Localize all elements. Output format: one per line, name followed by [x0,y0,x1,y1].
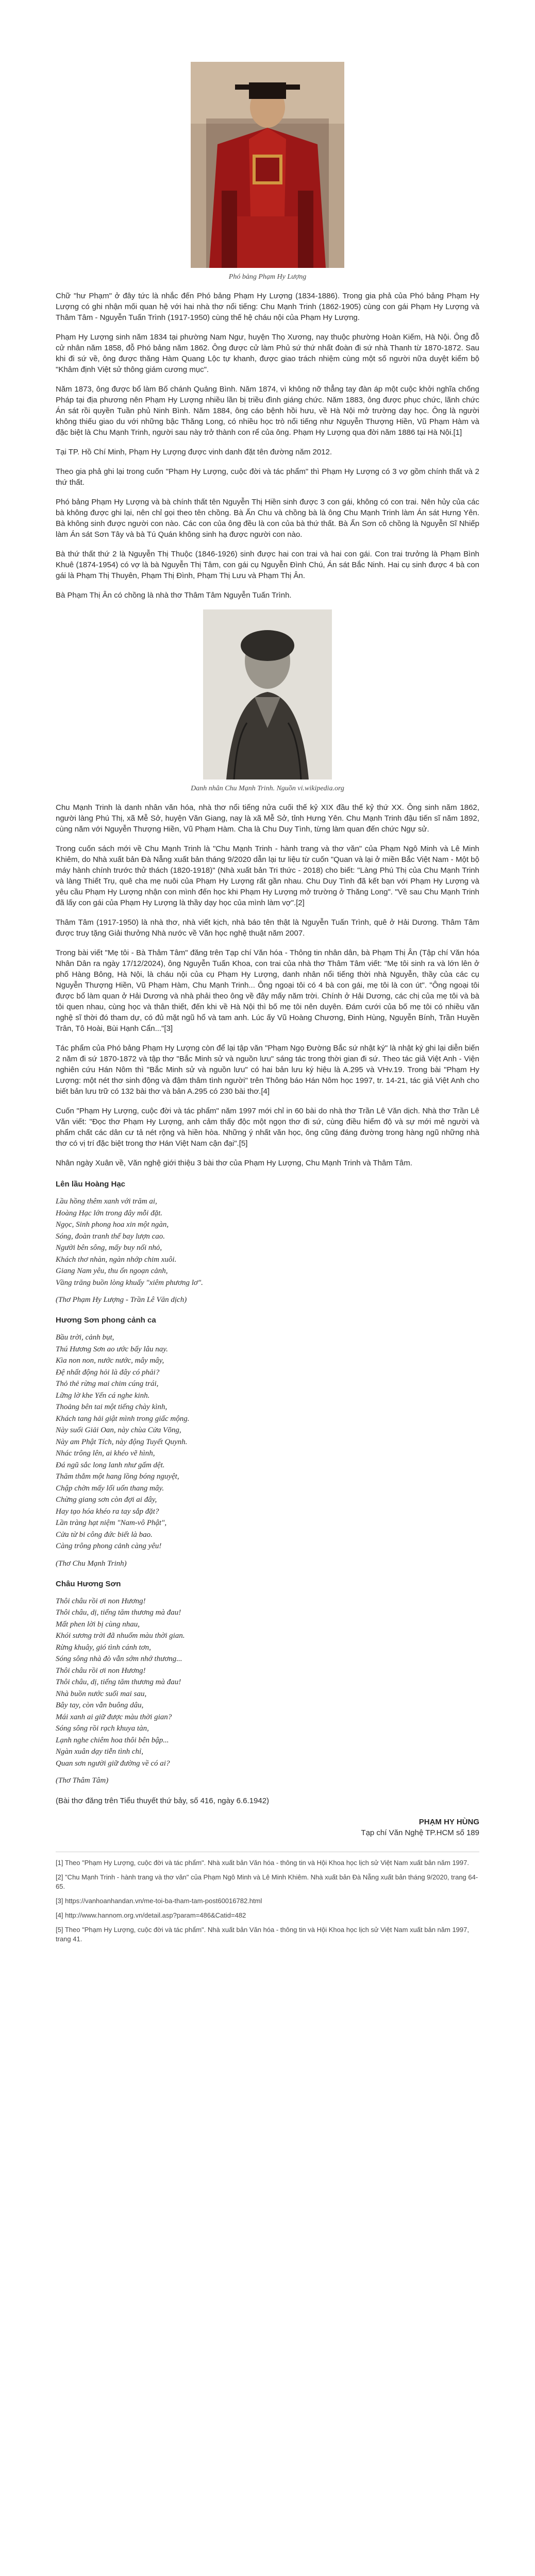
poem-line: Ngàn xuân dạy tiễn tình chỉ, [56,1748,143,1756]
poem-line: Sóng, đoàn tranh thế bay lượn cao. [56,1232,165,1241]
poem1-attribution: (Thơ Phạm Hy Lượng - Trần Lê Văn dịch) [56,1296,187,1304]
intro-paragraph: Chữ "hư Phạm" ở đây tức là nhắc đến Phó bảng Phạm Hy Lượng (1834-1886). Trong gia phả của Phó bảng Phạm Hy Lượng có ghi nhận mối quan hệ với hai nhà thơ nổi tiếng: Chu Mạnh Trinh (1862-1905) cùng con gái Phạm Hy Lượng và Thâm Tâm - Nguyễn Tuấn Trình (1917-1950) cùng thế hệ cháu nội của Phạm Hy Lượng. [56,292,479,322]
poem-line: Chập chờn mấy lối uốn thang mây. [56,1484,164,1493]
figure-caption-2: Danh nhân Chu Mạnh Trinh. Nguồn vi.wikipedia.org [191,785,344,792]
poem-line: Lững lờ khe Yến cá nghe kinh. [56,1391,150,1400]
sketch-image [203,609,332,779]
intro-paragraph: Bà thứ thất thứ 2 là Nguyễn Thị Thuộc (1846-1926) sinh được hai con trai và hai con gái. Con trai trưởng là Phạm Bình Khuê (1874-1954) có vợ là bà Nguyễn Thị Tâm, con gái cụ Nguyễn Đình Chú, Án sát Bắc Ninh. Hai cụ sinh được 4 bà con gái là Phạm Thị Thuyên, Phạm Thị Đình, Phạm Thị Lưu và Phạm Thị Ân. [56,550,479,580]
poem-line: Nhà buồn nước suối mai sau, [56,1689,147,1698]
intro-paragraph: Phó bảng Phạm Hy Lượng và bà chính thất tên Nguyễn Thị Hiền sinh được 3 con gái, không có con trai. Nên hủy của các bà không được ghi lại, nên chỉ gọi theo tên chồng. Bà Ấn Chu và chồng bà là ông Chu Mạnh Trinh làm Án sát Hưng Yên. Bà không sinh được người con nào. Các con của ông đều là con của bà thứ thất. Bà Ấn Sơn cô chồng là Nguyễn Sĩ Nhiếp làm Án sát Sơn Tây và bà Tú Quán không sinh hạ được người con nào. [56,498,479,539]
poem1-lines [56,1196,479,1289]
figure-caption: Phó bảng Phạm Hy Lượng [228,273,307,281]
figure-sketch [56,609,479,793]
intro-paragraph: Năm 1873, ông được bổ làm Bố chánh Quảng Bình. Năm 1874, vì không nỡ thẳng tay đàn áp một cuộc khởi nghĩa chống Pháp tại địa phương nên Phạm Hy Lượng nhiều lần bị triều đình giáng chức. Năm 1883, ông được phục chức, lãnh chức Án sát rồi quyền Tuần phủ Ninh Bình. Năm 1884, ông cáo bệnh hồi hưu, về Hà Nội mở trường dạy học. Ông là người không thiếu giao du với những bậc Thăng Long, có nhiều học trò nổi tiếng như Nguyễn Thượng Hiền, Vũ Phạm Hàm và đặc biệt là Chu Mạnh Trinh, người sau này trở thành con rể của ông. Phạm Hy Lượng qua đời năm 1886 tại Hà Nội.[1] [56,385,479,437]
poem-line: Cửa từ bi công đức biết là bao. [56,1530,153,1539]
poem-line: Đá ngũ sắc long lanh như gấm dệt. [56,1461,165,1469]
reference-item[interactable]: [3] https://vanhoanhandan.vn/me-toi-ba-tham-tam-post60016782.html [56,1897,262,1905]
poem-line: Nhác trông lên, ai khéo vẽ hình, [56,1449,155,1458]
poem-line: Đệ nhất động hỏi là đây có phải? [56,1368,160,1377]
poem-line: Ngọc, Sinh phong hoa xin một ngàn, [56,1221,169,1229]
poem3-lines [56,1596,479,1770]
body-paragraph: Nhân ngày Xuân về, Văn nghệ giới thiệu 3 bài thơ của Phạm Hy Lượng, Chu Mạnh Trinh và Thâm Tâm. [56,1159,412,1167]
poem-line: Này am Phật Tích, này động Tuyết Quynh. [56,1437,188,1446]
author-signature [56,1818,479,1837]
body-paragraph: Chu Mạnh Trinh là danh nhân văn hóa, nhà thơ nổi tiếng nửa cuối thế kỷ XIX đầu thế kỷ thứ XX. Ông sinh năm 1862, người làng Phú Thị, xã Mễ Sở, huyện Văn Giang, nay là xã Mễ Sở, tỉnh Hưng Yên. Chu Mạnh Trinh đậu tiến sĩ năm 1892, cùng năm với Nguyễn Thượng Hiền, Vũ Phạm Hàm. Cha là Chu Duy Tình, từng làm quan đến chức Ngự sử. [56,803,479,834]
intro-paragraph: Tại TP. Hồ Chí Minh, Phạm Hy Lượng được vinh danh đặt tên đường năm 2012. [56,448,332,456]
intro-paragraph: Phạm Hy Lượng sinh năm 1834 tại phường Nam Ngư, huyện Thọ Xương, nay thuộc phường Hoàn Kiếm, Hà Nội. Ông đỗ cử nhân năm 1858, đỗ Phó bảng năm 1862. Ông được cử làm Phủ sứ thứ nhất đoàn đi sứ nhà Thanh từ 1870-1872. Sau khi đi sứ về, ông được thăng Hàm Quang Lộc tự khanh, được giao trách nhiệm cùng một số người nữa duyệt kiểm bộ "Khâm định Việt sử thông giám cương mục". [56,333,479,374]
poem-line: Mất phen lời bị cùng nhau, [56,1620,140,1629]
poem-line: Khách tang hải giật mình trong giấc mộng. [56,1414,190,1423]
poem-line: Mái xanh ai giữ được màu thời gian? [56,1713,172,1721]
poem-line: Sóng sông rồi rạch khuya tàn, [56,1724,149,1733]
reference-item[interactable]: [4] http://www.hannom.org.vn/detail.asp?param=486&Catid=482 [56,1911,246,1919]
body-section [56,802,479,1168]
intro-paragraph: Theo gia phả ghi lại trong cuốn "Phạm Hy Lượng, cuộc đời và tác phẩm" thì Phạm Hy Lượng có 3 vợ gồm chính thất và 2 thứ thất. [56,467,479,487]
poem-line: Vầng trăng buồn lòng khuấy "xiêm phương lơ". [56,1278,203,1287]
poem-line: Lầu hồng thêm xanh với trăm ai, [56,1197,157,1206]
poem-line: Bầu trời, cảnh bụt, [56,1333,114,1342]
reference-item: [2] "Chu Mạnh Trinh - hành trang và thơ văn" của Phạm Ngô Minh và Lê Minh Khiêm. Nhà xuất bản Đà Nẵng xuất bản tháng 9/2020, trang 64-65. [56,1873,478,1890]
portrait-image [191,62,344,268]
poem-line: Hay tạo hóa khéo ra tay sắp đặt? [56,1507,159,1516]
body-paragraph: Thâm Tâm (1917-1950) là nhà thơ, nhà viết kịch, nhà báo tên thật là Nguyễn Tuấn Trình, quê ở Hải Dương. Thâm Tâm được truy tặng Giải thưởng Nhà nước về Văn học nghệ thuật năm 2007. [56,918,479,938]
poem-line: Khách thơ nhàn, ngàn nhớp chim xuôi. [56,1255,177,1264]
poem-line: Sóng sông nhà đò vẫn sớm nhớ thương... [56,1655,182,1663]
poem-line: Chừng giang sơn còn đợi ai đây, [56,1496,157,1504]
poem-line: Người bên sông, mấy buy nối nhỏ, [56,1244,162,1252]
references [56,1852,479,1944]
poem-line: Khói sương trời đã nhuốm màu thời gian. [56,1632,185,1640]
poem2-lines [56,1332,479,1552]
poem-line: Thoảng bên tai một tiếng chày kình, [56,1403,168,1411]
poem-line: Kìa non non, nước nước, mây mây, [56,1357,164,1365]
poem-line: Thú Hương Sơn ao ước bấy lâu nay. [56,1345,168,1353]
article [56,0,479,1949]
poem-line: Thỏ thẻ rừng mai chim cúng trái, [56,1380,159,1388]
intro-section [56,291,479,601]
poem-line: Thôi châu rồi ơi non Hương! [56,1666,146,1675]
body-paragraph: Trong bài viết "Mẹ tôi - Bà Thâm Tâm" đăng trên Tạp chí Văn hóa - Thông tin nhân dân, bà Phạm Thị Ân (Tập chí Văn hóa Nhân Dân ra ngày 17/12/2024), ông Nguyễn Tuấn Khoa, con trai của nhà thơ Thâm Tâm viết: "Mẹ tôi sinh ra và lớn lên ở phố Hàng Bông, Hà Nội, là cháu nội của cụ Phạm Hy Lượng, danh nhân nổi tiếng thời nhà Nguyễn, thầy của các cụ Nguyễn Thượng Hiền, Vũ Phạm Hàm, Chu Mạnh Trinh... Ông ngoại tôi có 4 bà con gái, mẹ tôi là con út". "Ông ngoại tôi được bổ làm quan ở Hải Dương và nhà phải theo ông về đây mấy năm trời. Chính ở Hải Dương, các chị của mẹ tôi và bà tôi quen nhau, cùng học và thân thiết, đến khi về Hà Nội thì bố mẹ tôi nên duyên. Đám cưới của bố mẹ tôi có nhiều văn nghệ sĩ thời đó tham dự, có đủ mặt ngũ hổ và tam anh. Lúc ấy Vũ Hoàng Chương, Đinh Hùng, Nguyễn Bính, Trần Huyền Trân, Tô Hoài, Bùi Hạnh Cẩn..."[3] [56,948,479,1033]
author-source: Tạp chí Văn Nghệ TP.HCM số 189 [361,1828,479,1837]
poem-line: Thôi châu rồi ơi non Hương! [56,1597,146,1605]
poem3-title: Châu Hương Sơn [56,1579,121,1588]
figure-portrait [56,62,479,281]
poem-line: Lần tràng hạt niệm "Nam-vô Phật", [56,1519,167,1527]
poem3-attribution: (Thơ Thâm Tâm) [56,1776,109,1785]
poem-line: Rừng khuây, gió tình cánh tơn, [56,1643,151,1652]
poem-line: Thăm thẳm một hang lồng bóng nguyệt, [56,1472,179,1481]
poem-line: Càng trông phong cảnh càng yêu! [56,1542,162,1550]
body-paragraph: Tác phẩm của Phó bảng Phạm Hy Lượng còn để lại tập văn "Phạm Ngọ Đường Bắc sứ nhật ký" là nhật ký ghi lại diễn biến 2 năm đi sứ 1870-1872 và tập thơ "Bắc Minh sử và nguồn lưu" sáng tác trong thời gian đi sứ. Theo tác giả Việt Anh - Viện nghiên cứu Hán Nôm thì "Bắc Minh sử và nguồn lưu" có hai bản lưu ký hiệu là A.295 và VHv.19. Trong bài "Phạm Hy Lượng: một nét thơ sinh động và đậm thâm tình người" trên Thông báo Hán Nôm học 1997, tr. 14-21, tác giả Việt Anh cho biết bản lưu trữ có 132 bài thơ và bản A.295 có 230 bài thơ.[4] [56,1044,479,1096]
poem-line: Bây tay, còn vẫn buông dâu, [56,1701,144,1709]
body-paragraph: Trong cuốn sách mới về Chu Mạnh Trinh là "Chu Mạnh Trinh - hành trang và thơ văn" của Phạm Ngô Minh và Lê Minh Khiêm, do Nhà xuất bản Đà Nẵng xuất bản tháng 9/2020 dẫn lại tư liệu từ cuốn "Quan và lại ở miền Bắc Việt Nam - Một bộ máy hành chính trước thử thách (1820-1918)" (Nhà xuất bản Tri thức - 2018) cho biết: "Làng Phú Thị của Chu Mạnh Trinh và làng Thiết Trụ, quê cha mẹ nuôi của Phạm Hy Lượng rất gần nhau. Chu Duy Tình đã kết bạn với Phạm Hy Lượng và yêu cầu Phạm Hy Lượng nhận con mình đến học khi Phạm Hy Lượng mở trường ở Thăng Long". "Về sau Chu Mạnh Trinh đã lấy con gái của Phạm Hy Lượng là thầy dạy học của mình làm vợ".[2] [56,844,479,907]
poem-line: Thôi châu, dị, tiếng tăm thương mà đau! [56,1678,181,1686]
intro-paragraph: Bà Phạm Thị Ân có chồng là nhà thơ Thâm Tâm Nguyễn Tuấn Trình. [56,591,292,600]
poem-line: Này suối Giải Oan, này chùa Cửa Võng, [56,1426,181,1434]
closing-note: (Bài thơ đăng trên Tiểu thuyết thứ bảy, số 416, ngày 6.6.1942) [56,1797,270,1805]
author-name: PHẠM HY HÙNG [419,1818,479,1826]
poem-line: Thôi châu, dị, tiếng tăm thương mà đau! [56,1608,181,1617]
poem-line: Giang Nam yêu, thu ổn ngoạn cảnh, [56,1267,168,1275]
poem2-title: Hương Sơn phong cảnh ca [56,1316,156,1325]
poem-line: Quan sơn người giữ đường về có ai? [56,1759,170,1768]
reference-item: [5] Theo "Phạm Hy Lượng, cuộc đời và tác phẩm". Nhà xuất bản Văn hóa - thông tin và Hội Khoa học lịch sử Việt Nam xuất bản năm 1997, trang 41. [56,1926,469,1943]
poem1-title: Lên lầu Hoàng Hạc [56,1180,126,1189]
poem-line: Lạnh nghe chiêm hoa thôi bên bập... [56,1736,169,1744]
poem2-attribution: (Thơ Chu Mạnh Trinh) [56,1559,127,1568]
body-paragraph: Cuốn "Phạm Hy Lượng, cuộc đời và tác phẩm" năm 1997 mới chỉ in 60 bài do nhà thơ Trần Lê Văn dịch. Nhà thơ Trần Lê Văn viết: "Đọc thơ Phạm Hy Lượng, anh cảm thấy độc một ngọn thơ đi sứ, cùng điều hiểm độ và sự mới mẻ người và phẩm chất các dân cư tả nét rộng và hiền hòa. Những ý nhất văn học, ông cũng đáng đường trong hàng ngũ những nhà thơ có vị trí đặc biệt trong thơ Hán Việt Nam cận đại".[5] [56,1107,479,1148]
reference-item: [1] Theo "Phạm Hy Lượng, cuộc đời và tác phẩm". Nhà xuất bản Văn hóa - thông tin và Hội Khoa học lịch sử Việt Nam xuất bản năm 1997. [56,1859,469,1867]
poem-line: Hoàng Hạc lớn trong đây mỗi đặt. [56,1209,163,1217]
